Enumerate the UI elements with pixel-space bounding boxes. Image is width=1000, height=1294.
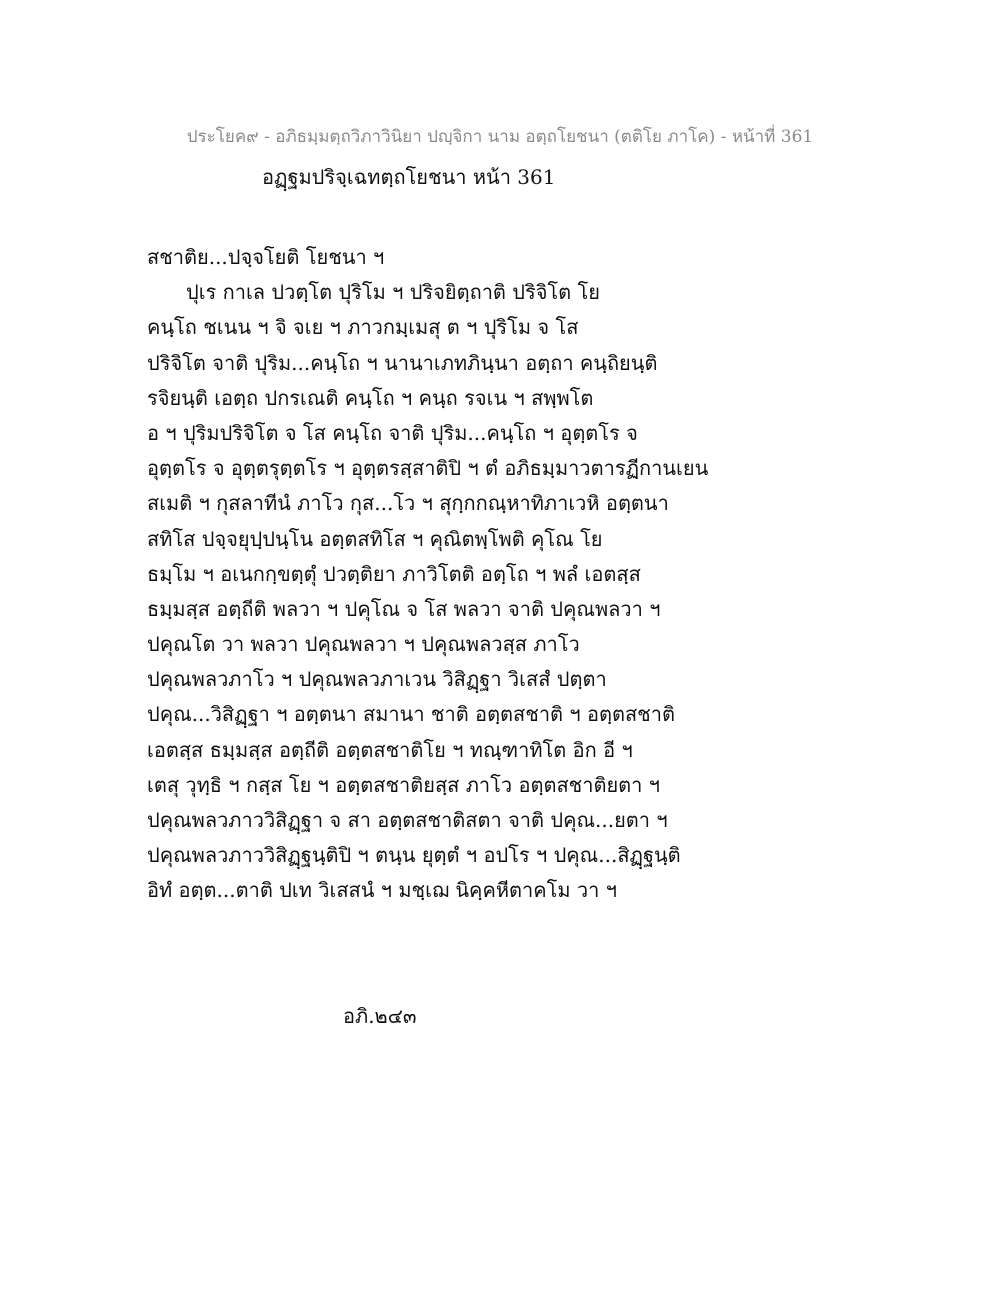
text-line: อ ฯ ปุริมปริจิโต จ โส คนฺโถ จาติ ปุริม...คนฺโถ ฯ อุตฺตโร จ [147,420,638,445]
text-line: ธมฺโม ฯ อเนกกฺขตฺตุํ ปวตฺติยา ภาวิโตติ อตฺโถ ฯ พลํ เอตสฺส [147,561,641,586]
text-line: ปคุณพลวภาววิสิฏฺฐนฺติปิ ฯ ตนฺน ยุตฺตํ ฯ อปโร ฯ ปคุณ...สิฏฺฐนฺติ [147,843,681,868]
text-line: ปริจิโต จาติ ปุริม...คนฺโถ ฯ นานาเภทภินฺนา อตฺถา คนฺถิยนฺติ [147,350,658,375]
text-line: ปุเร กาเล ปวตฺโต ปุริโม ฯ ปริจยิตฺถาติ ปริจิโต โย [186,280,600,305]
text-line: เอตสฺส ธมฺมสฺส อตฺถีติ อตฺตสชาติโย ฯ ทณฺฑาทิโต อิก อี ฯ [147,737,633,762]
body-text [147,240,867,909]
text-line: สเมติ ฯ กุสลาทีนํ ภาโว กุส...โว ฯ สุกฺกกณฺหาทิภาเวหิ อตฺตนา [147,491,669,516]
text-line: อุตฺตโร จ อุตฺตรุตฺตโร ฯ อุตฺตรสฺสาติปิ ฯ ตํ อภิธมฺมาวตารฏีกานเยน [147,456,709,481]
text-line: ปคุณ...วิสิฏฺฐา ฯ อตฺตนา สมานา ชาติ อตฺตสชาติ ฯ อตฺตสชาติ [147,702,675,727]
text-line: เตสุ วุทฺธิ ฯ กสฺส โย ฯ อตฺตสชาติยสฺส ภาโว อตฺตสชาติยตา ฯ [147,772,660,797]
text-line: ธมฺมสฺส อตฺถีติ พลวา ฯ ปคุโณ จ โส พลวา จาติ ปคุณพลวา ฯ [147,596,661,621]
running-header: ประโยค๙ - อภิธมฺมตฺถวิภาวินิยา ปญฺจิกา นาม อตฺถโยชนา (ตติโย ภาโค) - หน้าที่ 361 [186,127,814,147]
footer-reference: อภิ.๒๔๓ [343,1004,417,1028]
text-line: รจิยนฺติ เอตฺถ ปกรเณติ คนฺโถ ฯ คนฺถ รจเน ฯ สพฺพโต [147,385,594,410]
text-line: อิทํ อตฺต...ตาติ ปเท วิเสสนํ ฯ มชฺเฌ นิคฺคหีตาคโม วา ฯ [147,878,617,903]
text-line: ปคุณโต วา พลวา ปคุณพลวา ฯ ปคุณพลวสฺส ภาโว [147,632,580,657]
text-line: สทิโส ปจฺจยุปฺปนฺโน อตฺตสทิโส ฯ คุณิตพฺโพติ คุโณ โย [147,526,603,551]
section-title: อฏฺฐมปริจฺเฉทตฺถโยชนา หน้า 361 [262,165,556,189]
text-line: คนฺโถ ชเนน ฯ จิ จเย ฯ ภาวกมฺเมสุ ต ฯ ปุริโม จ โส [147,315,579,340]
text-line: ปคุณพลวภาโว ฯ ปคุณพลวภาเวน วิสิฏฺฐา วิเสสํ ปตฺตา [147,667,607,692]
text-line: สชาติย...ปจฺจโยติ โยชนา ฯ [147,245,385,269]
text-line: ปคุณพลวภาววิสิฏฺฐา จ สา อตฺตสชาติสตา จาติ ปคุณ...ยตา ฯ [147,808,668,832]
